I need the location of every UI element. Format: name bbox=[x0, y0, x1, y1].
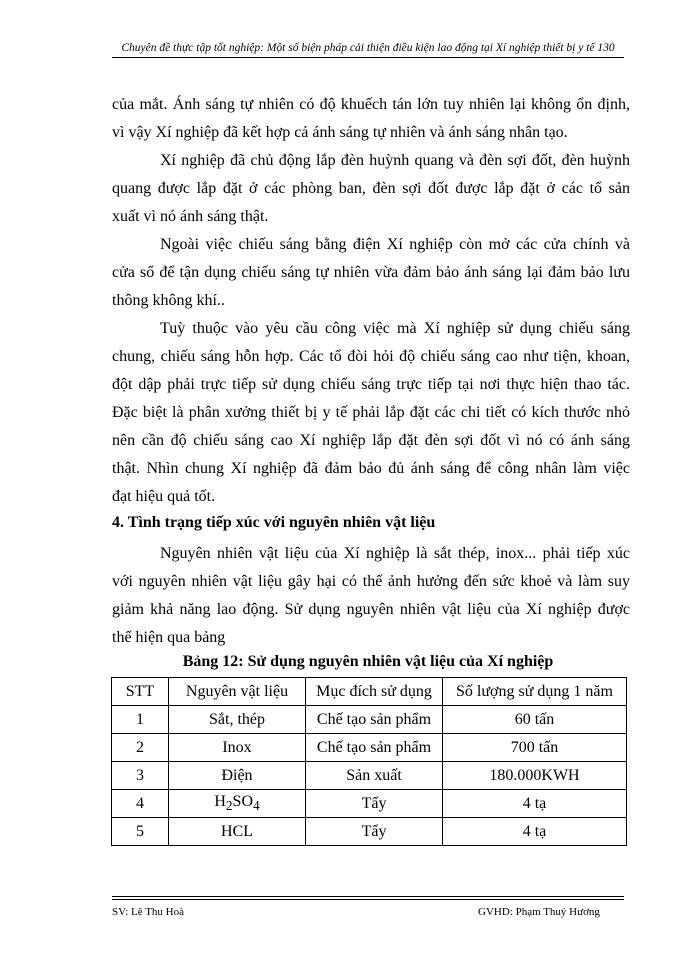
table-cell: Sắt, thép bbox=[169, 706, 306, 734]
paragraph-line: thông không khí.. bbox=[112, 292, 225, 309]
formula-part: H bbox=[214, 792, 226, 810]
paragraph-line: với nguyên nhiên vật liệu gây hại có thể ảnh hưởng đến sức khoẻ và làm suy bbox=[112, 573, 630, 590]
paragraph-line: đột dập phải trực tiếp sử dụng chiếu sáng trực tiếp tại nơi thực hiện thao tác. bbox=[112, 376, 630, 393]
chemical-formula-cell bbox=[169, 790, 306, 818]
paragraph-line: Nguyên nhiên vật liệu của Xí nghiệp là sắt thép, inox... phải tiếp xúc bbox=[160, 545, 630, 562]
table-cell: 5 bbox=[112, 818, 169, 846]
formula-subscript: 2 bbox=[225, 798, 233, 814]
paragraph-4 bbox=[112, 315, 630, 511]
paragraph-line: quang được lắp đặt ở các phòng ban, đèn sợi đốt được lắp đặt ở các tổ sản bbox=[112, 180, 630, 197]
paragraph-line: thể hiện qua bảng bbox=[112, 629, 226, 646]
table-cell: 3 bbox=[112, 762, 169, 790]
paragraph-5 bbox=[112, 540, 630, 652]
footer-rule bbox=[112, 899, 624, 900]
paragraph-3 bbox=[112, 231, 630, 315]
paragraph-line: cửa sổ để tận dụng chiếu sáng tự nhiên vừa đảm bảo ánh sáng lại đảm bảo lưu bbox=[112, 264, 630, 281]
table-cell: 2 bbox=[112, 734, 169, 762]
table-cell: 4 tạ bbox=[443, 818, 627, 846]
paragraph-1 bbox=[112, 91, 630, 147]
table-cell: 60 tấn bbox=[443, 706, 627, 734]
paragraph-line: vì vậy Xí nghiệp đã kết hợp cả ánh sáng tự nhiên và ánh sáng nhân tạo. bbox=[112, 124, 568, 141]
paragraph-2 bbox=[112, 147, 630, 231]
header-cell: STT bbox=[112, 678, 169, 706]
paragraph-line: đạt hiệu quả tốt. bbox=[112, 488, 216, 505]
header-cell: Số lượng sử dụng 1 năm bbox=[443, 678, 627, 706]
table-cell: 4 tạ bbox=[443, 790, 627, 818]
footer-supervisor: GVHD: Phạm Thuý Hương bbox=[478, 906, 600, 918]
table-cell: Điện bbox=[169, 762, 306, 790]
table-cell: 180.000KWH bbox=[443, 762, 627, 790]
header-rule bbox=[112, 57, 624, 58]
table-cell: Tẩy bbox=[306, 790, 443, 818]
footer-student: SV: Lê Thu Hoà bbox=[112, 906, 184, 918]
table-cell: 4 bbox=[112, 790, 169, 818]
header-cell: Nguyên vật liệu bbox=[169, 678, 306, 706]
paragraph-line: Tuỳ thuộc vào yêu cầu công việc mà Xí nghiệp sử dụng chiếu sáng bbox=[160, 320, 630, 337]
table-cell: Inox bbox=[169, 734, 306, 762]
paragraph-line: Đặc biệt là phân xưởng thiết bị y tế phải lắp đặt các chi tiết có kích thước nhỏ bbox=[112, 404, 630, 421]
section-heading: 4. Tình trạng tiếp xúc với nguyên nhiên vật liệu bbox=[112, 514, 436, 531]
table-cell: Chế tạo sản phẩm bbox=[306, 706, 443, 734]
table-row bbox=[112, 818, 627, 846]
table-header-row bbox=[112, 678, 627, 706]
table-cell: Sản xuất bbox=[306, 762, 443, 790]
formula-part: SO bbox=[232, 792, 253, 810]
table-cell: 1 bbox=[112, 706, 169, 734]
paragraph-line: nên cần độ chiếu sáng cao Xí nghiệp lắp đặt đèn sợi đốt vì nó có ánh sáng bbox=[112, 432, 630, 449]
header-cell: Mục đích sử dụng bbox=[306, 678, 443, 706]
paragraph-line: xuất vì nó ánh sáng thật. bbox=[112, 208, 269, 225]
table-row bbox=[112, 762, 627, 790]
paragraph-line: Xí nghiệp đã chủ động lắp đèn huỳnh quang và đèn sợi đốt, đèn huỳnh bbox=[160, 152, 630, 169]
table-cell: HCL bbox=[169, 818, 306, 846]
table-row bbox=[112, 706, 627, 734]
paragraph-line: thật. Nhìn chung Xí nghiệp đã đảm bảo đủ ánh sáng để công nhân làm việc bbox=[112, 460, 630, 477]
materials-table bbox=[111, 677, 627, 846]
footer-rule bbox=[112, 896, 624, 897]
table-row bbox=[112, 734, 627, 762]
page-header: Chuyên đề thực tập tốt nghiệp: Một số biện pháp cải thiện điều kiện lao động tại Xí nghiệp thiết bị y tế 130 bbox=[121, 42, 615, 54]
table-cell: Tẩy bbox=[306, 818, 443, 846]
table-cell: Chế tạo sản phẩm bbox=[306, 734, 443, 762]
paragraph-line: chung, chiếu sáng hỗn hợp. Các tổ đòi hỏi độ chiếu sáng cao như tiện, khoan, bbox=[112, 348, 630, 365]
paragraph-line: của mắt. Ánh sáng tự nhiên có độ khuếch tán lớn tuy nhiên lại không ổn định, bbox=[112, 96, 630, 113]
formula-subscript: 4 bbox=[253, 798, 260, 814]
table-row bbox=[112, 790, 627, 818]
paragraph-line: giảm khả năng lao động. Sử dụng nguyên nhiên vật liệu của Xí nghiệp được bbox=[112, 601, 630, 618]
table-cell: 700 tấn bbox=[443, 734, 627, 762]
paragraph-line: Ngoài việc chiếu sáng bằng điện Xí nghiệp còn mở các cửa chính và bbox=[160, 236, 630, 253]
table-caption: Bảng 12: Sử dụng nguyên nhiên vật liệu của Xí nghiệp bbox=[182, 653, 554, 670]
